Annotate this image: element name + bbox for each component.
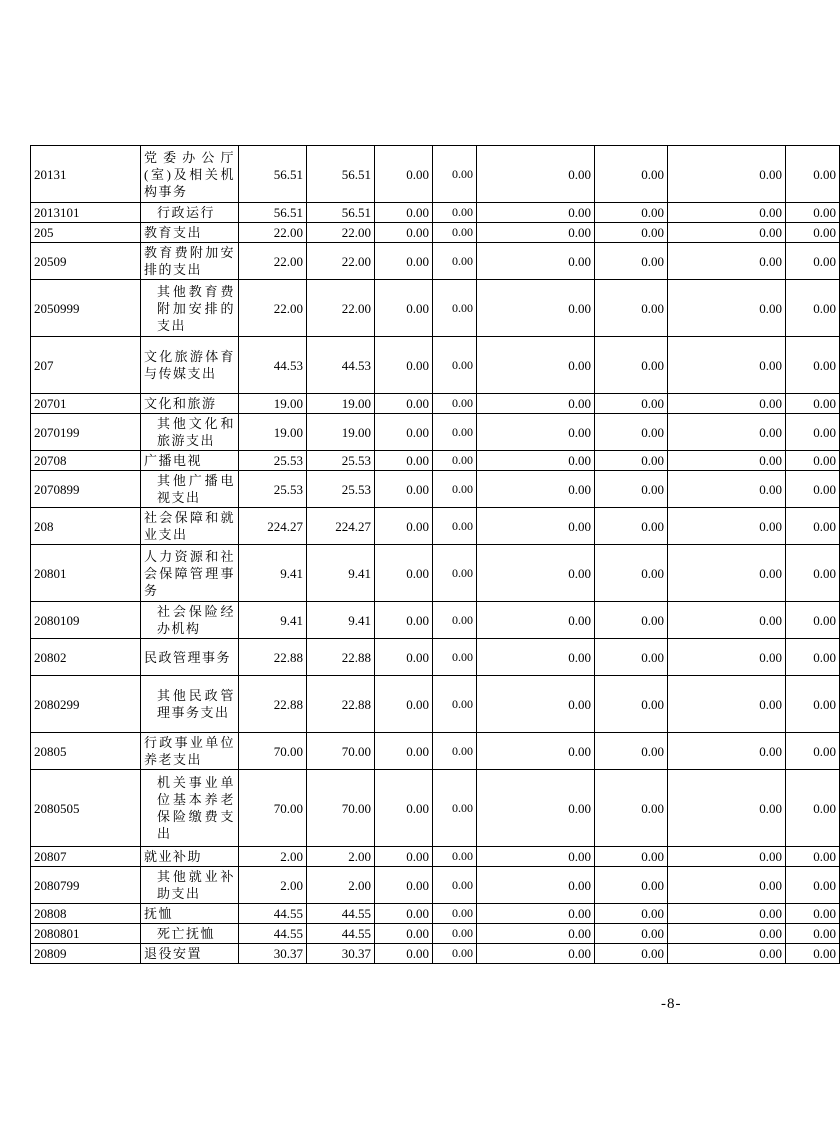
table-row	[31, 639, 840, 676]
row-value-1: 19.00	[239, 394, 307, 414]
row-value-3: 0.00	[375, 545, 433, 602]
row-value-1: 44.55	[239, 904, 307, 924]
row-value-4: 0.00	[433, 337, 477, 394]
row-value-8: 0.00	[786, 602, 840, 639]
row-value-6: 0.00	[595, 337, 668, 394]
row-value-1: 22.00	[239, 243, 307, 280]
row-value-3: 0.00	[375, 639, 433, 676]
row-name: 社会保险经办机构	[141, 602, 239, 639]
row-value-5: 0.00	[477, 676, 595, 733]
row-value-6: 0.00	[595, 243, 668, 280]
row-value-3: 0.00	[375, 924, 433, 944]
row-value-2: 56.51	[307, 203, 375, 223]
row-value-3: 0.00	[375, 280, 433, 337]
row-value-2: 30.37	[307, 944, 375, 964]
row-value-1: 22.00	[239, 223, 307, 243]
row-value-5: 0.00	[477, 146, 595, 203]
row-value-7: 0.00	[668, 451, 786, 471]
row-code: 20708	[31, 451, 141, 471]
row-value-3: 0.00	[375, 904, 433, 924]
row-value-7: 0.00	[668, 639, 786, 676]
row-value-5: 0.00	[477, 471, 595, 508]
row-value-3: 0.00	[375, 337, 433, 394]
row-value-8: 0.00	[786, 146, 840, 203]
row-value-1: 44.55	[239, 924, 307, 944]
row-value-5: 0.00	[477, 904, 595, 924]
row-value-5: 0.00	[477, 639, 595, 676]
row-value-5: 0.00	[477, 847, 595, 867]
row-value-3: 0.00	[375, 733, 433, 770]
row-value-6: 0.00	[595, 146, 668, 203]
row-value-7: 0.00	[668, 924, 786, 944]
row-value-3: 0.00	[375, 203, 433, 223]
row-value-3: 0.00	[375, 770, 433, 847]
row-value-1: 22.88	[239, 676, 307, 733]
row-value-1: 19.00	[239, 414, 307, 451]
table-row	[31, 904, 840, 924]
row-value-7: 0.00	[668, 508, 786, 545]
row-value-8: 0.00	[786, 414, 840, 451]
row-value-7: 0.00	[668, 904, 786, 924]
row-value-4: 0.00	[433, 924, 477, 944]
row-value-1: 30.37	[239, 944, 307, 964]
row-value-1: 22.88	[239, 639, 307, 676]
row-value-8: 0.00	[786, 337, 840, 394]
row-value-5: 0.00	[477, 203, 595, 223]
row-value-4: 0.00	[433, 223, 477, 243]
row-code: 20807	[31, 847, 141, 867]
row-value-7: 0.00	[668, 676, 786, 733]
row-value-2: 22.00	[307, 223, 375, 243]
row-value-6: 0.00	[595, 867, 668, 904]
row-code: 2013101	[31, 203, 141, 223]
row-value-7: 0.00	[668, 203, 786, 223]
row-value-3: 0.00	[375, 944, 433, 964]
row-value-3: 0.00	[375, 451, 433, 471]
row-name: 广播电视	[141, 451, 239, 471]
row-value-6: 0.00	[595, 223, 668, 243]
table-row	[31, 676, 840, 733]
row-value-1: 44.53	[239, 337, 307, 394]
row-name: 其他就业补助支出	[141, 867, 239, 904]
row-value-1: 70.00	[239, 770, 307, 847]
row-value-3: 0.00	[375, 602, 433, 639]
row-name: 抚恤	[141, 904, 239, 924]
row-code: 2080505	[31, 770, 141, 847]
row-value-8: 0.00	[786, 471, 840, 508]
table-row	[31, 602, 840, 639]
row-value-3: 0.00	[375, 243, 433, 280]
row-value-3: 0.00	[375, 847, 433, 867]
row-name: 教育支出	[141, 223, 239, 243]
row-value-1: 70.00	[239, 733, 307, 770]
row-value-1: 2.00	[239, 867, 307, 904]
row-name: 行政事业单位养老支出	[141, 733, 239, 770]
table-row	[31, 223, 840, 243]
table-row	[31, 203, 840, 223]
row-name: 其他教育费附加安排的支出	[141, 280, 239, 337]
row-value-8: 0.00	[786, 770, 840, 847]
table-row	[31, 847, 840, 867]
row-code: 20131	[31, 146, 141, 203]
row-value-6: 0.00	[595, 545, 668, 602]
row-value-2: 22.88	[307, 639, 375, 676]
row-code: 2080299	[31, 676, 141, 733]
table-row	[31, 414, 840, 451]
row-value-2: 22.00	[307, 243, 375, 280]
row-value-7: 0.00	[668, 602, 786, 639]
row-value-2: 44.55	[307, 924, 375, 944]
row-value-5: 0.00	[477, 867, 595, 904]
row-value-6: 0.00	[595, 508, 668, 545]
table-row	[31, 924, 840, 944]
row-value-1: 224.27	[239, 508, 307, 545]
row-value-4: 0.00	[433, 867, 477, 904]
row-value-4: 0.00	[433, 770, 477, 847]
row-value-6: 0.00	[595, 471, 668, 508]
row-value-4: 0.00	[433, 639, 477, 676]
row-value-6: 0.00	[595, 904, 668, 924]
row-value-4: 0.00	[433, 146, 477, 203]
row-value-6: 0.00	[595, 451, 668, 471]
row-value-3: 0.00	[375, 414, 433, 451]
row-value-8: 0.00	[786, 394, 840, 414]
row-value-4: 0.00	[433, 733, 477, 770]
row-value-5: 0.00	[477, 414, 595, 451]
row-value-4: 0.00	[433, 414, 477, 451]
budget-table	[30, 145, 840, 964]
table-row	[31, 508, 840, 545]
row-value-2: 224.27	[307, 508, 375, 545]
row-value-4: 0.00	[433, 904, 477, 924]
row-value-2: 19.00	[307, 394, 375, 414]
row-value-7: 0.00	[668, 280, 786, 337]
row-value-8: 0.00	[786, 545, 840, 602]
row-value-6: 0.00	[595, 414, 668, 451]
row-value-6: 0.00	[595, 944, 668, 964]
row-value-7: 0.00	[668, 471, 786, 508]
row-value-5: 0.00	[477, 733, 595, 770]
row-value-7: 0.00	[668, 847, 786, 867]
row-code: 20802	[31, 639, 141, 676]
row-value-8: 0.00	[786, 508, 840, 545]
row-value-8: 0.00	[786, 733, 840, 770]
row-value-4: 0.00	[433, 471, 477, 508]
row-value-7: 0.00	[668, 223, 786, 243]
row-value-4: 0.00	[433, 847, 477, 867]
row-value-6: 0.00	[595, 203, 668, 223]
row-value-7: 0.00	[668, 337, 786, 394]
row-value-4: 0.00	[433, 944, 477, 964]
row-value-8: 0.00	[786, 676, 840, 733]
row-value-1: 25.53	[239, 451, 307, 471]
row-value-1: 2.00	[239, 847, 307, 867]
row-value-5: 0.00	[477, 223, 595, 243]
row-value-6: 0.00	[595, 924, 668, 944]
row-name: 退役安置	[141, 944, 239, 964]
row-value-7: 0.00	[668, 414, 786, 451]
row-value-7: 0.00	[668, 243, 786, 280]
row-value-2: 70.00	[307, 770, 375, 847]
row-code: 20509	[31, 243, 141, 280]
row-value-6: 0.00	[595, 733, 668, 770]
row-code: 2070899	[31, 471, 141, 508]
row-value-3: 0.00	[375, 867, 433, 904]
table-row	[31, 337, 840, 394]
row-value-2: 22.88	[307, 676, 375, 733]
row-value-8: 0.00	[786, 904, 840, 924]
page-number: -8-	[661, 996, 682, 1012]
row-value-5: 0.00	[477, 394, 595, 414]
row-value-8: 0.00	[786, 924, 840, 944]
row-value-6: 0.00	[595, 394, 668, 414]
row-value-4: 0.00	[433, 203, 477, 223]
table-row	[31, 146, 840, 203]
table-row	[31, 451, 840, 471]
row-value-1: 25.53	[239, 471, 307, 508]
row-value-6: 0.00	[595, 280, 668, 337]
row-value-7: 0.00	[668, 770, 786, 847]
row-name: 文化和旅游	[141, 394, 239, 414]
row-value-8: 0.00	[786, 203, 840, 223]
row-value-8: 0.00	[786, 223, 840, 243]
row-value-2: 9.41	[307, 602, 375, 639]
row-name: 民政管理事务	[141, 639, 239, 676]
row-value-7: 0.00	[668, 733, 786, 770]
row-name: 机关事业单位基本养老保险缴费支出	[141, 770, 239, 847]
table-row	[31, 545, 840, 602]
row-value-2: 25.53	[307, 471, 375, 508]
row-value-4: 0.00	[433, 394, 477, 414]
row-value-1: 56.51	[239, 203, 307, 223]
row-code: 2080799	[31, 867, 141, 904]
table-row	[31, 944, 840, 964]
row-code: 207	[31, 337, 141, 394]
row-value-8: 0.00	[786, 847, 840, 867]
table-row	[31, 733, 840, 770]
row-name: 人力资源和社会保障管理事务	[141, 545, 239, 602]
row-value-4: 0.00	[433, 280, 477, 337]
row-value-1: 56.51	[239, 146, 307, 203]
row-name: 就业补助	[141, 847, 239, 867]
row-value-2: 2.00	[307, 847, 375, 867]
row-code: 20801	[31, 545, 141, 602]
row-code: 20701	[31, 394, 141, 414]
row-value-7: 0.00	[668, 394, 786, 414]
row-value-4: 0.00	[433, 243, 477, 280]
row-value-3: 0.00	[375, 508, 433, 545]
row-value-2: 25.53	[307, 451, 375, 471]
row-value-8: 0.00	[786, 280, 840, 337]
row-value-8: 0.00	[786, 451, 840, 471]
row-value-5: 0.00	[477, 545, 595, 602]
row-value-2: 44.53	[307, 337, 375, 394]
row-value-1: 22.00	[239, 280, 307, 337]
row-value-6: 0.00	[595, 847, 668, 867]
row-value-4: 0.00	[433, 508, 477, 545]
row-code: 2080801	[31, 924, 141, 944]
row-name: 其他民政管理事务支出	[141, 676, 239, 733]
row-value-2: 22.00	[307, 280, 375, 337]
row-value-8: 0.00	[786, 944, 840, 964]
row-value-6: 0.00	[595, 602, 668, 639]
row-value-7: 0.00	[668, 545, 786, 602]
row-value-4: 0.00	[433, 545, 477, 602]
row-value-6: 0.00	[595, 770, 668, 847]
row-value-8: 0.00	[786, 867, 840, 904]
row-value-7: 0.00	[668, 944, 786, 964]
row-code: 2080109	[31, 602, 141, 639]
row-value-6: 0.00	[595, 639, 668, 676]
row-code: 20805	[31, 733, 141, 770]
row-code: 2070199	[31, 414, 141, 451]
row-code: 208	[31, 508, 141, 545]
table-body	[31, 146, 840, 964]
row-value-3: 0.00	[375, 146, 433, 203]
table-row	[31, 770, 840, 847]
row-code: 20809	[31, 944, 141, 964]
row-value-5: 0.00	[477, 243, 595, 280]
row-value-3: 0.00	[375, 394, 433, 414]
row-value-3: 0.00	[375, 471, 433, 508]
row-value-2: 9.41	[307, 545, 375, 602]
row-value-5: 0.00	[477, 280, 595, 337]
row-value-5: 0.00	[477, 337, 595, 394]
row-name: 党委办公厅(室)及相关机构事务	[141, 146, 239, 203]
row-code: 205	[31, 223, 141, 243]
row-value-4: 0.00	[433, 602, 477, 639]
row-value-2: 19.00	[307, 414, 375, 451]
row-value-2: 2.00	[307, 867, 375, 904]
row-value-1: 9.41	[239, 602, 307, 639]
row-value-3: 0.00	[375, 676, 433, 733]
table-row	[31, 394, 840, 414]
row-name: 其他广播电视支出	[141, 471, 239, 508]
row-value-5: 0.00	[477, 508, 595, 545]
row-value-5: 0.00	[477, 451, 595, 471]
row-name: 社会保障和就业支出	[141, 508, 239, 545]
row-value-4: 0.00	[433, 676, 477, 733]
table-row	[31, 867, 840, 904]
table-row	[31, 471, 840, 508]
row-name: 死亡抚恤	[141, 924, 239, 944]
table-row	[31, 280, 840, 337]
row-name: 其他文化和旅游支出	[141, 414, 239, 451]
row-value-8: 0.00	[786, 639, 840, 676]
row-name: 教育费附加安排的支出	[141, 243, 239, 280]
table-row	[31, 243, 840, 280]
row-value-5: 0.00	[477, 602, 595, 639]
row-value-6: 0.00	[595, 676, 668, 733]
row-value-4: 0.00	[433, 451, 477, 471]
row-value-5: 0.00	[477, 944, 595, 964]
row-value-2: 44.55	[307, 904, 375, 924]
row-value-3: 0.00	[375, 223, 433, 243]
row-value-2: 56.51	[307, 146, 375, 203]
row-name: 文化旅游体育与传媒支出	[141, 337, 239, 394]
row-value-5: 0.00	[477, 924, 595, 944]
row-code: 2050999	[31, 280, 141, 337]
row-value-8: 0.00	[786, 243, 840, 280]
row-value-5: 0.00	[477, 770, 595, 847]
row-value-7: 0.00	[668, 146, 786, 203]
row-value-7: 0.00	[668, 867, 786, 904]
row-value-1: 9.41	[239, 545, 307, 602]
row-name: 行政运行	[141, 203, 239, 223]
row-value-2: 70.00	[307, 733, 375, 770]
row-code: 20808	[31, 904, 141, 924]
